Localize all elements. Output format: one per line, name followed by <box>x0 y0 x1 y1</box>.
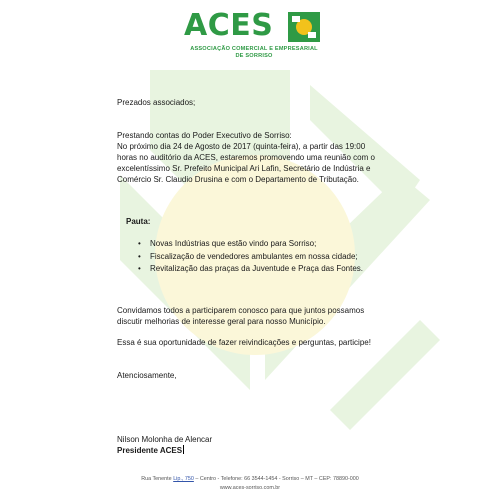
agenda-title: Pauta: <box>126 217 151 226</box>
bullet-icon: • <box>138 239 141 248</box>
intro-line-1: Prestando contas do Poder Executivo de Sorriso: <box>117 131 292 140</box>
footer-address: Rua Tenente Lip., 750 – Centro - Telefone: 66 3544-1454 - Sorriso – MT – CEP: 78890-000 <box>141 476 359 482</box>
intro-line-5: Comércio Sr. Claudio Drusina e com o Departamento de Tributação. <box>117 175 359 184</box>
logo-subtitle-line1: ASSOCIAÇÃO COMERCIAL E EMPRESARIAL <box>190 46 318 52</box>
bullet-icon: • <box>138 264 141 273</box>
bullet-icon: • <box>138 251 141 261</box>
list-item: • Fiscalização de vendedores ambulantes em nossa cidade; <box>136 251 363 264</box>
signer-name: Nilson Molonha de Alencar <box>117 435 213 444</box>
list-item: • Revitalização das praças da Juventude e Praça das Fontes. <box>136 263 363 276</box>
aces-emblem-icon <box>288 12 320 42</box>
closing: Atenciosamente, <box>117 371 177 380</box>
invite-line-1: Convidamos todos a participarem conosco para que juntos possamos <box>117 306 365 315</box>
logo-subtitle-line2: DE SORRISO <box>235 53 273 59</box>
list-item: • Novas Indústrias que estão vindo para Sorriso; <box>136 238 363 251</box>
text-cursor <box>183 445 184 454</box>
intro-line-3: horas no auditório da ACES, estaremos promovendo uma reunião com o <box>117 153 375 162</box>
signer-title: Presidente ACES <box>117 446 183 455</box>
intro-line-4: excelentíssimo Sr. Prefeito Municipal Ari Lafin, Secretário de Indústria e <box>117 164 371 173</box>
agenda-list <box>136 238 363 276</box>
address-link[interactable]: Lip., 750 <box>173 476 194 482</box>
opportunity-line: Essa é sua oportunidade de fazer reivindicações e perguntas, participe! <box>117 338 371 347</box>
intro-line-2: No próximo dia 24 de Agosto de 2017 (quinta-feira), a partir das 19:00 <box>117 142 366 151</box>
aces-logo <box>184 10 324 64</box>
footer-website[interactable]: www.aces-sorriso.com.br <box>219 485 281 491</box>
invite-line-2: discutir melhorias de interesse geral para nosso Município. <box>117 317 326 326</box>
greeting: Prezados associados; <box>117 98 196 107</box>
logo-wordmark: ACES <box>184 8 274 43</box>
